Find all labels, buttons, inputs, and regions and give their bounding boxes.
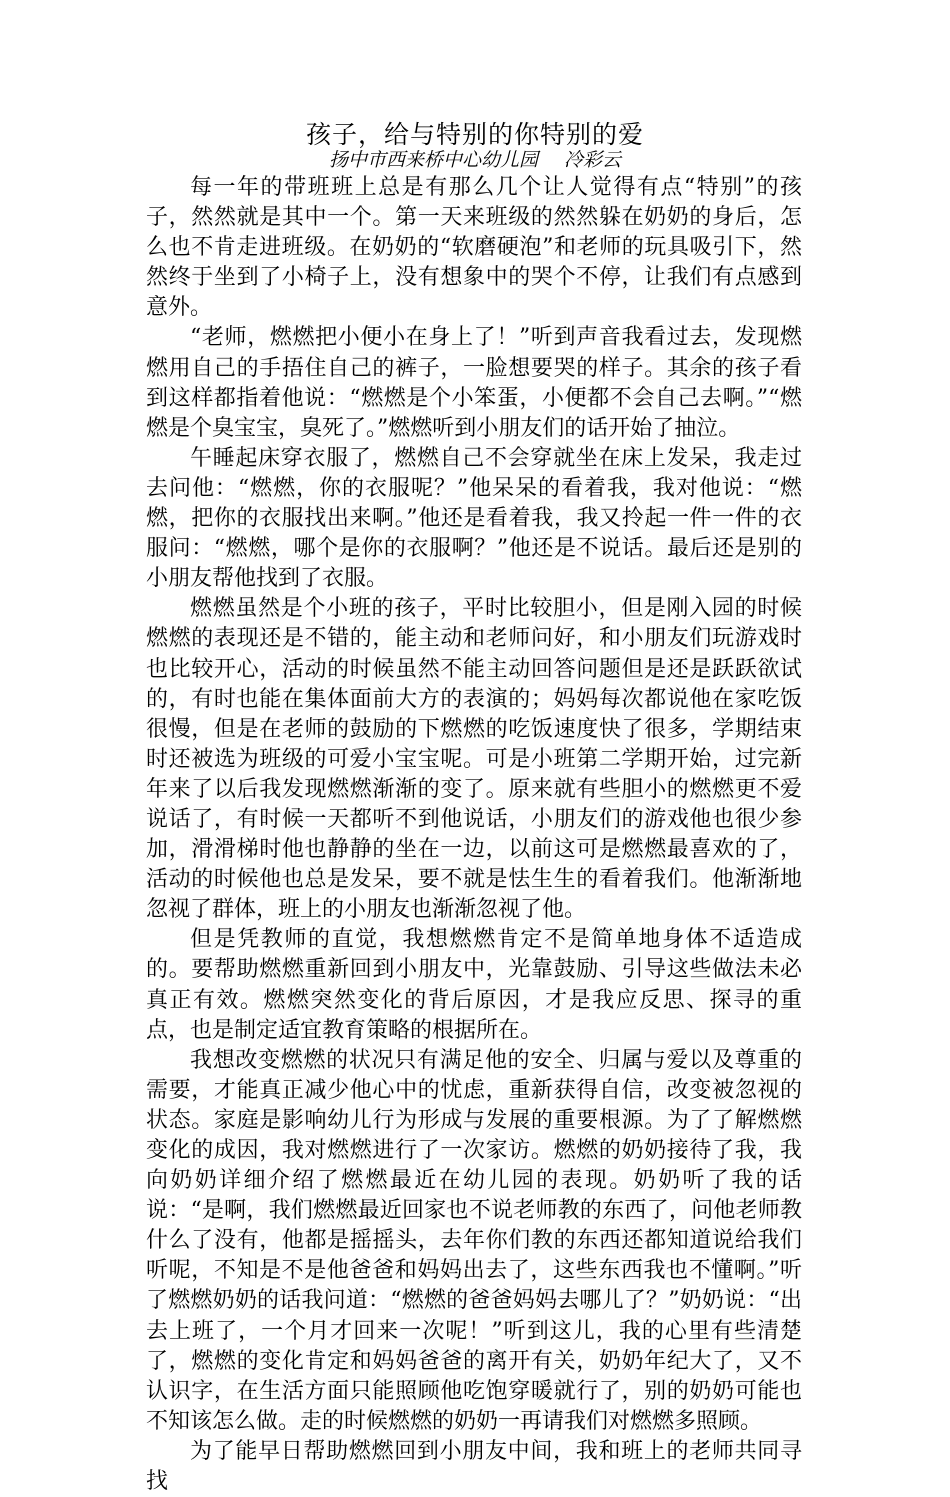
paragraph: 午睡起床穿衣服了，燃燃自己不会穿就坐在床上发呆，我走过去问他：“燃燃，你的衣服呢？”他呆呆的看着我，我对他说：“燃燃，把你的衣服找出来啊。”他还是看着我，我又拎起一件一件的衣服问：“燃燃，哪个是你的衣服啊？”他还是不说话。最后还是别的小朋友帮他找到了衣服。 <box>146 445 802 592</box>
document-title: 孩子，给与特别的你特别的爱 <box>305 120 644 149</box>
paragraph: 但是凭教师的直觉，我想燃燃肯定不是简单地身体不适造成的。要帮助燃燃重新回到小朋友中，光靠鼓励、引导这些做法未必真正有效。燃燃突然变化的背后原因，才是我应反思、探寻的重点，也是制定适宜教育策略的根据所在。 <box>146 927 802 1043</box>
article-body <box>146 173 802 1497</box>
paragraph: 我想改变燃燃的状况只有满足他的安全、归属与爱以及尊重的需要，才能真正减少他心中的忧虑，重新获得自信，改变被忽视的状态。家庭是影响幼儿行为形成与发展的重要根源。为了了解燃燃变化的成因，我对燃燃进行了一次家访。燃燃的奶奶接待了我，我向奶奶详细介绍了燃燃最近在幼儿园的表现。奶奶听了我的话说：“是啊，我们燃燃最近回家也不说老师教的东西了，问他老师教什么了没有，他都是摇摇头，去年你们教的东西还都知道说给我们听呢，不知是不是他爸爸和妈妈出去了，这些东西我也不懂啊。”听了燃燃奶奶的话我问道：“燃燃的爸爸妈妈去哪儿了？”奶奶说：“出去上班了，一个月才回来一次呢！”听到这儿，我的心里有些清楚了，燃燃的变化肯定和妈妈爸爸的离开有关，奶奶年纪大了，又不认识字，在生活方面只能照顾他吃饱穿暖就行了，别的奶奶可能也不知该怎么做。走的时候燃燃的奶奶一再请我们对燃燃多照顾。 <box>146 1047 802 1434</box>
paragraph: 燃燃虽然是个小班的孩子，平时比较胆小，但是刚入园的时候燃燃的表现还是不错的，能主动和老师问好，和小朋友们玩游戏时也比较开心，活动的时候虽然不能主动回答问题但是还是跃跃欲试的，有时也能在集体面前大方的表演的；妈妈每次都说他在家吃饭很慢，但是在老师的鼓励的下燃燃的吃饭速度快了很多，学期结束时还被选为班级的可爱小宝宝呢。可是小班第二学期开始，过完新年来了以后我发现燃燃渐渐的变了。原来就有些胆小的燃燃更不爱说话了，有时候一天都听不到他说话，小朋友们的游戏他也很少参加，滑滑梯时他也静静的坐在一边，以前这可是燃燃最喜欢的了，活动的时候他也总是发呆，要不就是怯生生的看着我们。他渐渐地忽视了群体，班上的小朋友也渐渐忽视了他。 <box>146 596 802 923</box>
paragraph: 为了能早日帮助燃燃回到小朋友中间，我和班上的老师共同寻找 <box>146 1438 802 1495</box>
paragraph: “老师，燃燃把小便小在身上了！”听到声音我看过去，发现燃燃用自己的手捂住自己的裤子，一脸想要哭的样子。其余的孩子看到这样都指着他说：“燃燃是个小笨蛋，小便都不会自己去啊。”“燃燃是个臭宝宝，臭死了。”燃燃听到小朋友们的话开始了抽泣。 <box>146 325 802 441</box>
author-byline <box>0 148 950 172</box>
author-name: 冷彩云 <box>564 149 622 171</box>
paragraph: 每一年的带班班上总是有那么几个让人觉得有点“特别”的孩子，然然就是其中一个。第一天来班级的然然躲在奶奶的身后，怎么也不肯走进班级。在奶奶的“软磨硬泡”和老师的玩具吸引下，然然终于坐到了小椅子上，没有想象中的哭个不停，让我们有点感到意外。 <box>146 175 802 321</box>
author-organization: 扬中市西来桥中心幼儿园 <box>328 149 538 171</box>
